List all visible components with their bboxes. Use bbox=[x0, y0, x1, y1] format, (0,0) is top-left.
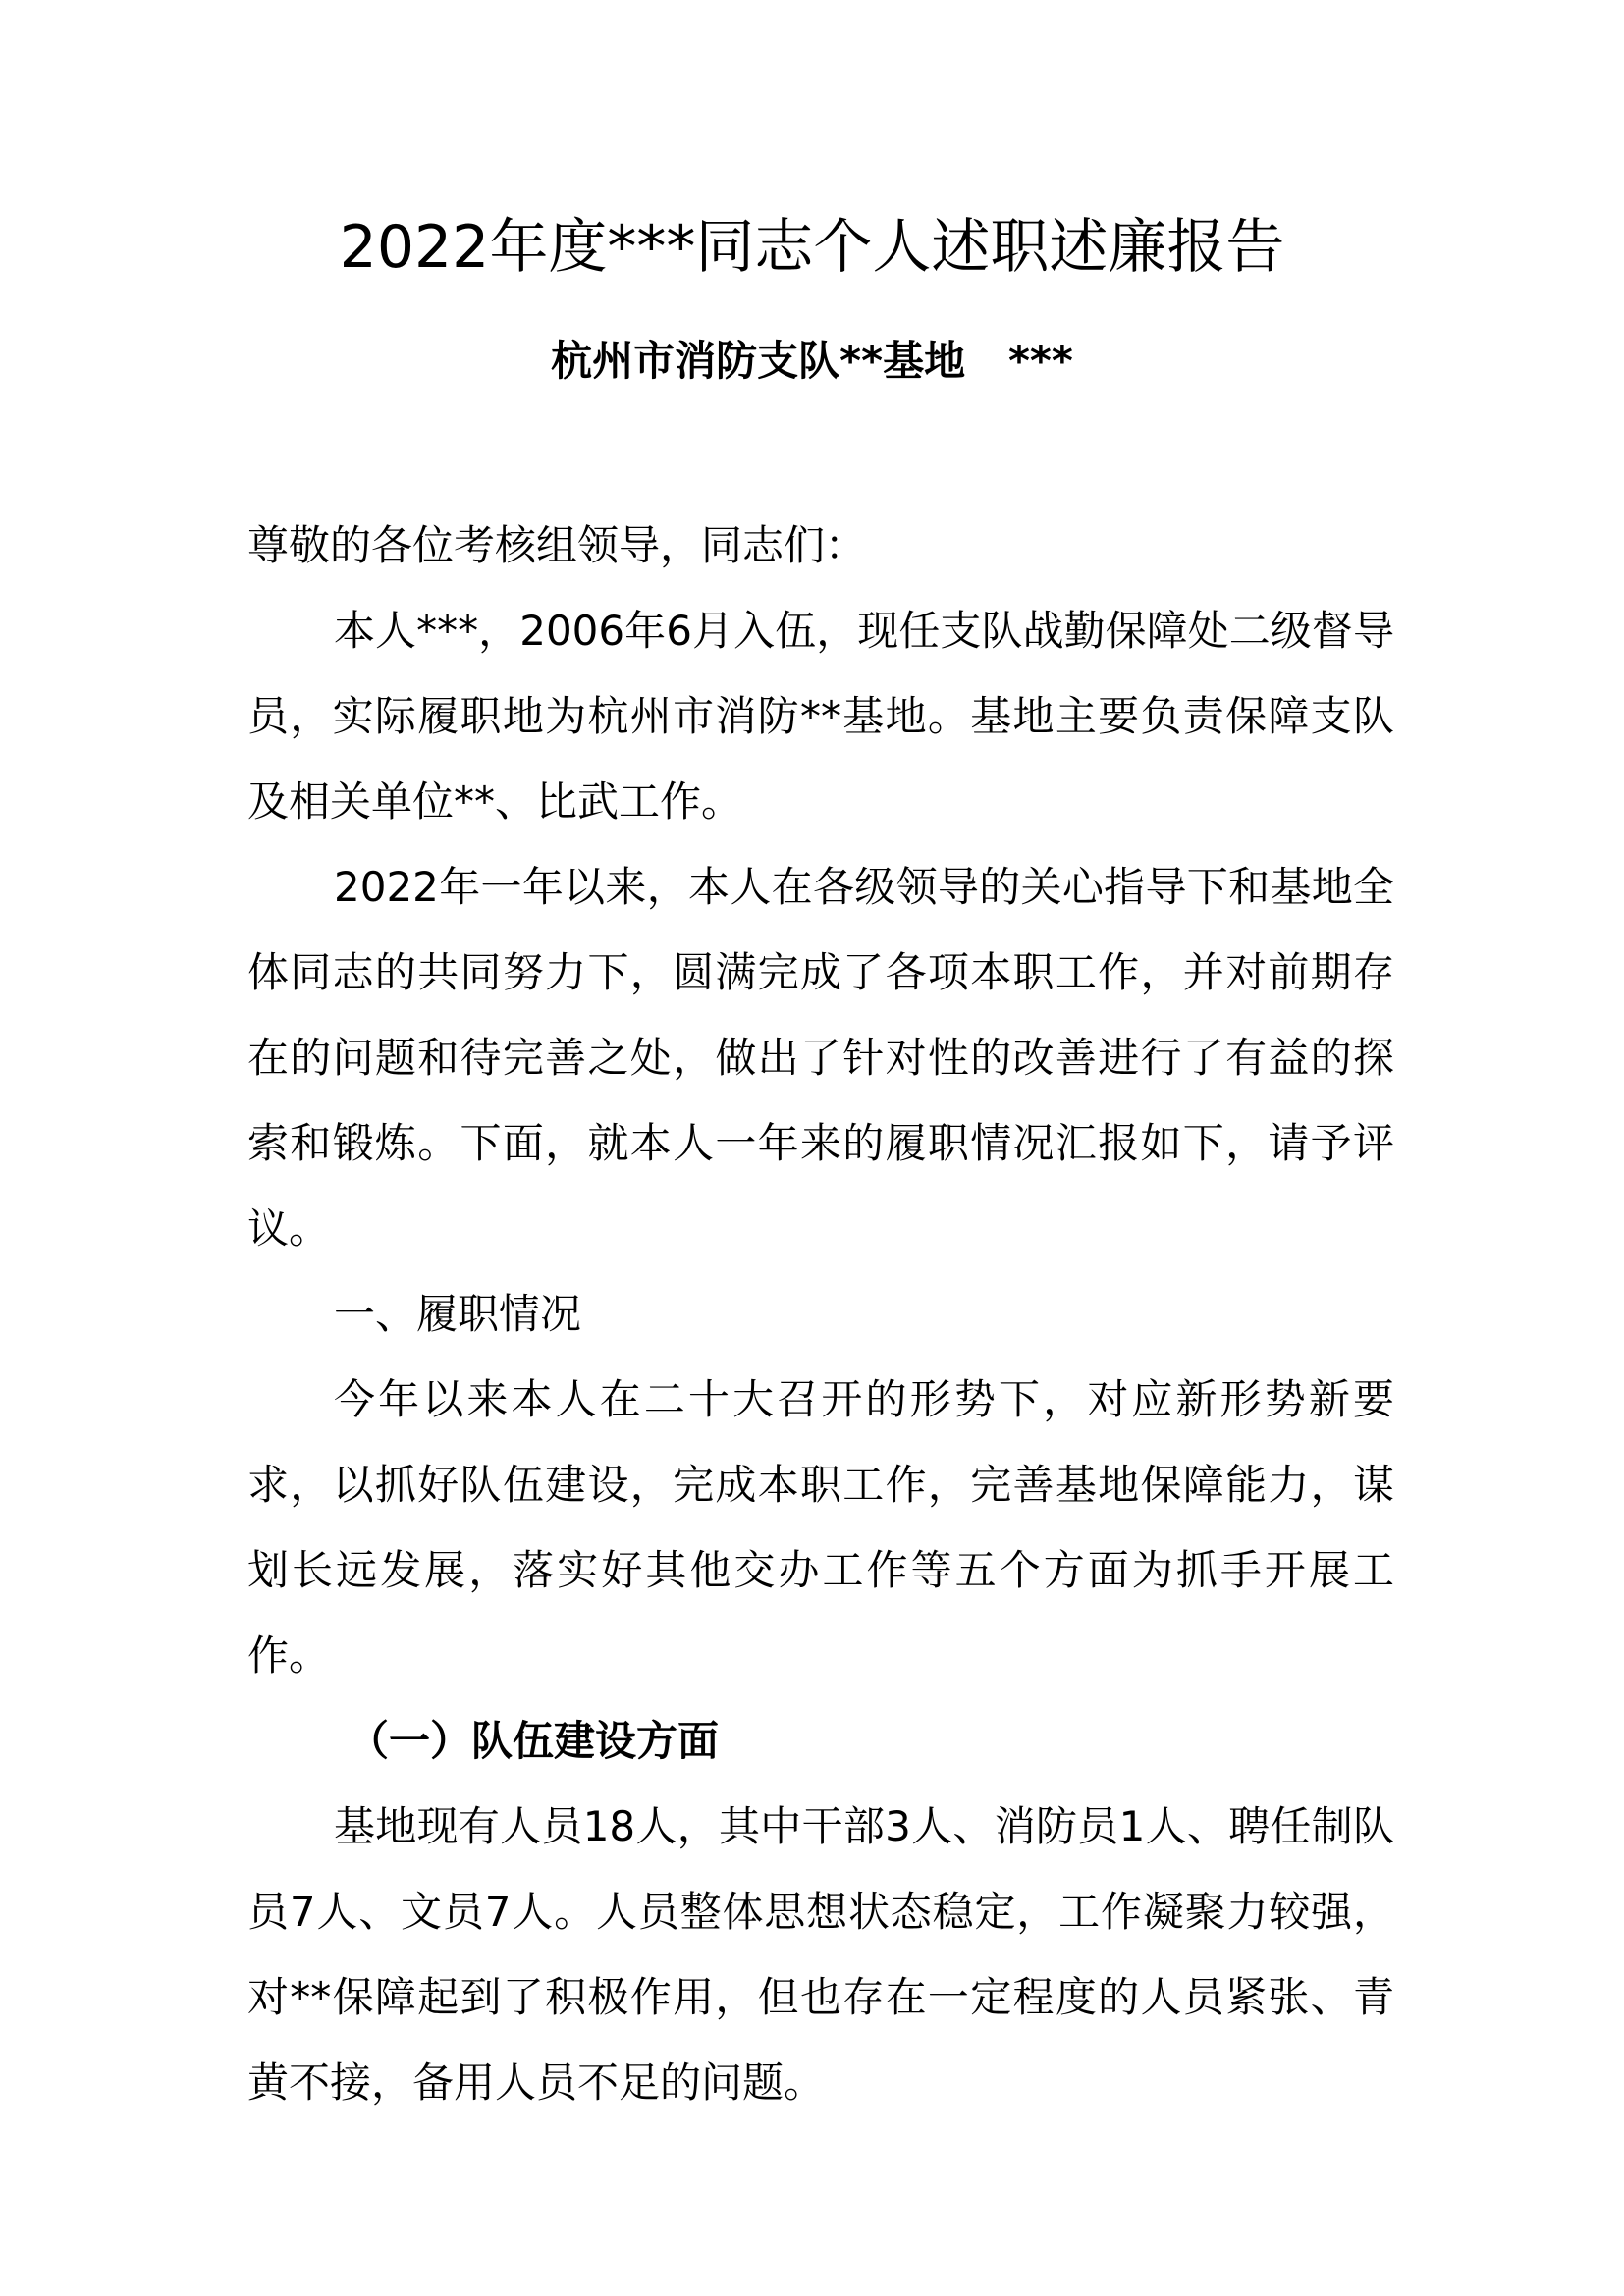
document-subtitle: 杭州市消防支队**基地 *** bbox=[551, 337, 1073, 385]
paragraph-intro: 本人***，2006年6月入伍，现任支队战勤保障处二级督导员，实际履职地为杭州市消防**基地。基地主要负责保障支队及相关单位**、比武工作。 bbox=[247, 607, 1394, 826]
document-body bbox=[247, 503, 1394, 2125]
document-title: 2022年度***同志个人述职述廉报告 bbox=[339, 213, 1285, 282]
paragraph-summary: 2022年一年以来，本人在各级领导的关心指导下和基地全体同志的共同努力下，圆满完成了各项本职工作，并对前期存在的问题和待完善之处，做出了针对性的改善进行了有益的探索和锻炼。下面，就本人一年来的履职情况汇报如下，请予评议。 bbox=[247, 863, 1394, 1253]
section-heading: 一、履职情况 bbox=[334, 1290, 582, 1338]
subsection-paragraph: 基地现有人员18人，其中干部3人、消防员1人、聘任制队员7人、文员7人。人员整体思想状态稳定，工作凝聚力较强，对**保障起到了积极作用，但也存在一定程度的人员紧张、青黄不接，备用人员不足的问题。 bbox=[247, 1802, 1394, 2107]
salutation: 尊敬的各位考核组领导，同志们： bbox=[247, 521, 867, 569]
section-intro-paragraph: 今年以来本人在二十大召开的形势下，对应新形势新要求，以抓好队伍建设，完成本职工作，完善基地保障能力，谋划长远发展，落实好其他交办工作等五个方面为抓手开展工作。 bbox=[247, 1375, 1394, 1680]
subsection-heading: （一）队伍建设方面 bbox=[348, 1717, 720, 1765]
